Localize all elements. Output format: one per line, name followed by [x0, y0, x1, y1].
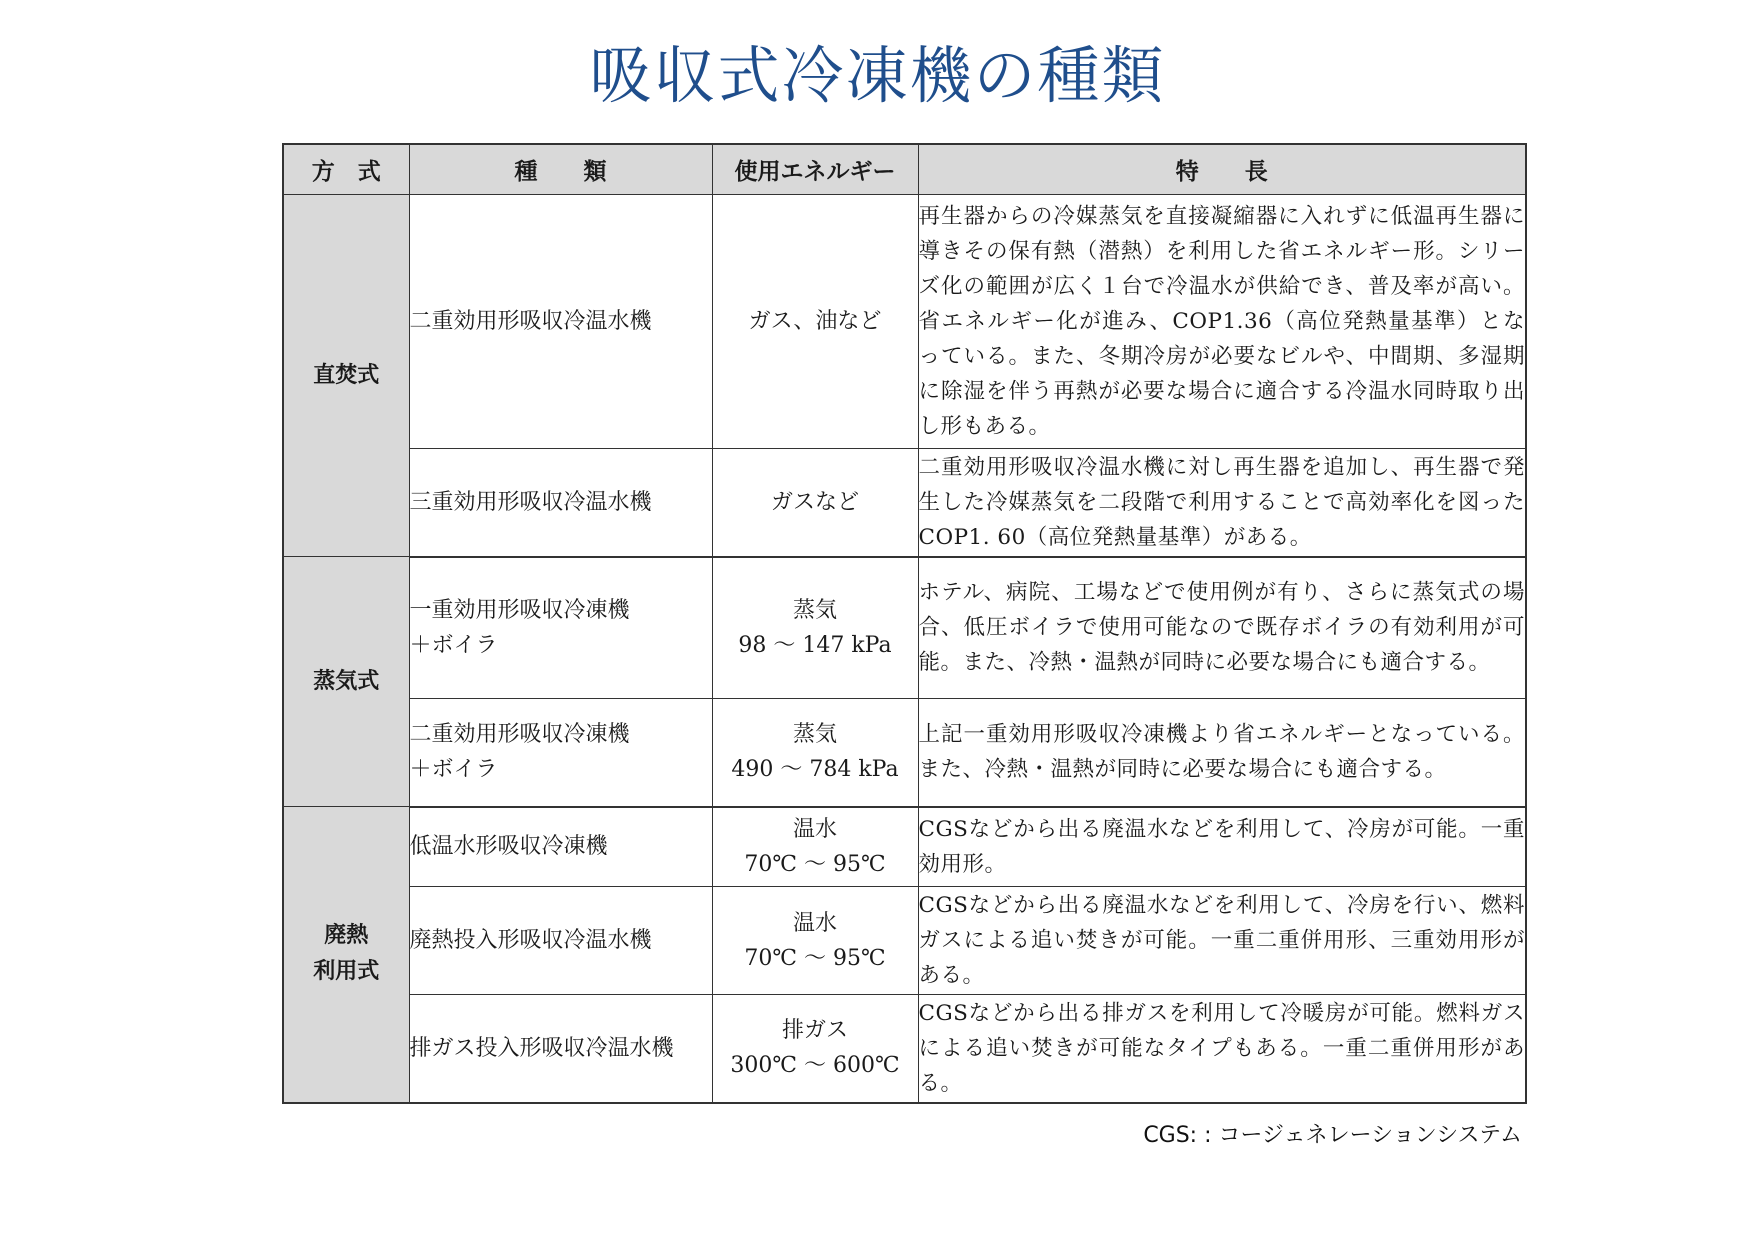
table-row	[283, 195, 1526, 449]
header-type: 種 類	[409, 144, 712, 195]
table-row	[283, 699, 1526, 807]
features-cell: CGSなどから出る廃温水などを利用して、冷房を行い、燃料ガスによる追い焚きが可能。一重二重併用形、三重効用形がある。	[918, 887, 1526, 995]
energy-cell: ガス、油など	[712, 195, 918, 449]
header-features: 特 長	[918, 144, 1526, 195]
features-cell: ホテル、病院、工場などで使用例が有り、さらに蒸気式の場合、低圧ボイラで使用可能なので既存ボイラの有効利用が可能。また、冷熱・温熱が同時に必要な場合にも適合する。	[918, 557, 1526, 699]
table-row	[283, 557, 1526, 699]
header-method: 方 式	[283, 144, 409, 195]
table-row	[283, 807, 1526, 887]
method-cell-direct-fired: 直焚式	[283, 195, 409, 557]
features-cell: CGSなどから出る廃温水などを利用して、冷房が可能。一重効用形。	[918, 807, 1526, 887]
type-cell: 三重効用形吸収冷温水機	[409, 449, 712, 557]
type-cell: 二重効用形吸収冷凍機 ＋ボイラ	[409, 699, 712, 807]
method-cell-steam: 蒸気式	[283, 557, 409, 807]
energy-cell: 排ガス 300℃ ～ 600℃	[712, 995, 918, 1103]
header-energy: 使用エネルギー	[712, 144, 918, 195]
table-row	[283, 449, 1526, 557]
energy-cell: ガスなど	[712, 449, 918, 557]
type-cell: 廃熱投入形吸収冷温水機	[409, 887, 712, 995]
type-cell: 低温水形吸収冷凍機	[409, 807, 712, 887]
table-row	[283, 887, 1526, 995]
energy-cell: 温水 70℃ ～ 95℃	[712, 887, 918, 995]
header-row	[283, 144, 1526, 195]
type-cell: 排ガス投入形吸収冷温水機	[409, 995, 712, 1103]
energy-cell: 蒸気 490 ～ 784 kPa	[712, 699, 918, 807]
method-cell-waste-heat: 廃熱 利用式	[283, 807, 409, 1103]
features-cell: 二重効用形吸収冷温水機に対し再生器を追加し、再生器で発生した冷媒蒸気を二段階で利用することで高効率化を図ったCOP1. 60（高位発熱量基準）がある。	[918, 449, 1526, 557]
table-row	[283, 995, 1526, 1103]
type-cell: 一重効用形吸収冷凍機 ＋ボイラ	[409, 557, 712, 699]
features-cell: CGSなどから出る排ガスを利用して冷暖房が可能。燃料ガスによる追い焚きが可能なタイプもある。一重二重併用形がある。	[918, 995, 1526, 1103]
energy-cell: 蒸気 98 ～ 147 kPa	[712, 557, 918, 699]
features-cell: 再生器からの冷媒蒸気を直接凝縮器に入れずに低温再生器に導きその保有熱（潜熱）を利用した省エネルギー形。シリーズ化の範囲が広く１台で冷温水が供給でき、普及率が高い。省エネルギー化が進み、COP1.36（高位発熱量基準）となっている。また、冬期冷房が必要なビルや、中間期、多湿期に除湿を伴う再熱が必要な場合に適合する冷温水同時取り出し形もある。	[918, 195, 1526, 449]
features-cell: 上記一重効用形吸収冷凍機より省エネルギーとなっている。また、冷熱・温熱が同時に必要な場合にも適合する。	[918, 699, 1526, 807]
type-cell: 二重効用形吸収冷温水機	[409, 195, 712, 449]
page-title: 吸収式冷凍機の種類	[589, 39, 1166, 112]
footnote: CGS: : コージェネレーションシステム	[1143, 1123, 1522, 1148]
energy-cell: 温水 70℃ ～ 95℃	[712, 807, 918, 887]
absorption-chiller-table	[282, 143, 1527, 1104]
